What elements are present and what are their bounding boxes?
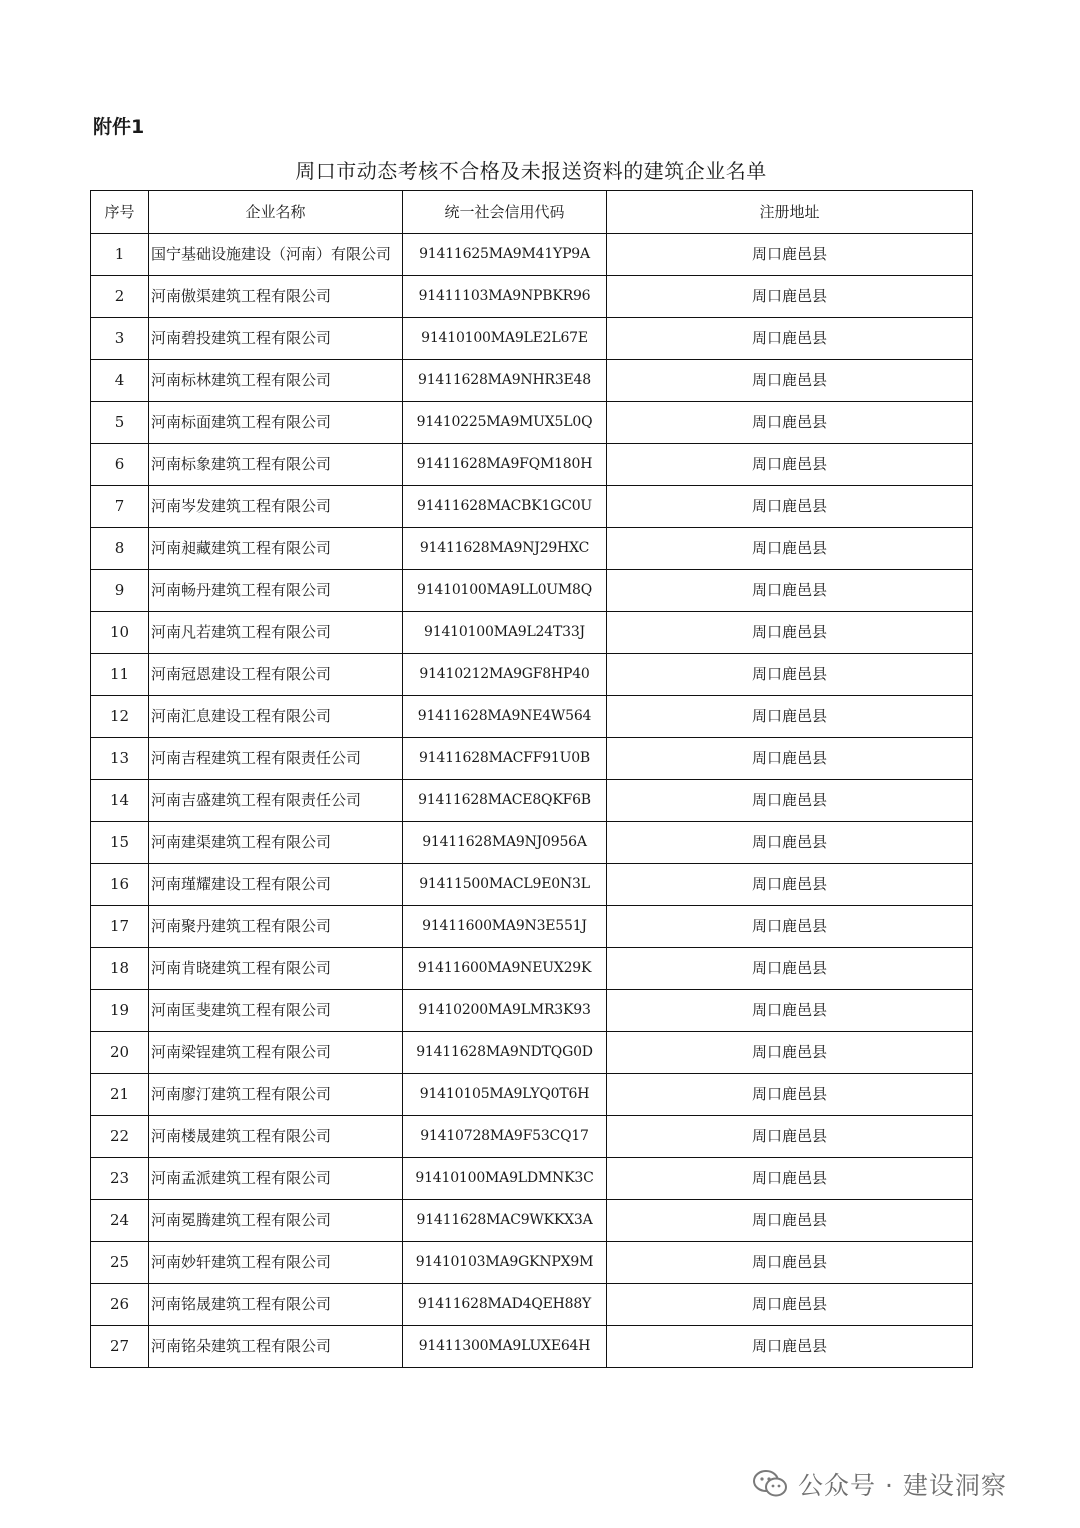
- row-company-name: 河南岑发建筑工程有限公司: [149, 486, 403, 528]
- row-credit-code: 91411600MA9N3E551J: [403, 906, 607, 948]
- row-index: 18: [91, 948, 149, 990]
- row-credit-code: 91411628MA9NDTQG0D: [403, 1032, 607, 1074]
- row-index: 2: [91, 276, 149, 318]
- row-index: 26: [91, 1284, 149, 1326]
- row-credit-code: 91411628MA9NJ29HXC: [403, 528, 607, 570]
- row-index: 21: [91, 1074, 149, 1116]
- row-credit-code: 91410100MA9LE2L67E: [403, 318, 607, 360]
- row-credit-code: 91410100MA9LDMNK3C: [403, 1158, 607, 1200]
- row-index: 11: [91, 654, 149, 696]
- row-address: 周口鹿邑县: [607, 738, 973, 780]
- header-company-name: 企业名称: [149, 191, 403, 234]
- table-row: [91, 1284, 973, 1326]
- row-company-name: 河南廖汀建筑工程有限公司: [149, 1074, 403, 1116]
- row-company-name: 河南标象建筑工程有限公司: [149, 444, 403, 486]
- row-company-name: 河南汇息建设工程有限公司: [149, 696, 403, 738]
- table-row: [91, 1116, 973, 1158]
- row-index: 7: [91, 486, 149, 528]
- row-company-name: 河南匡斐建筑工程有限公司: [149, 990, 403, 1032]
- table-row: [91, 360, 973, 402]
- row-index: 16: [91, 864, 149, 906]
- row-index: 23: [91, 1158, 149, 1200]
- table-row: [91, 276, 973, 318]
- row-index: 14: [91, 780, 149, 822]
- row-company-name: 河南瑾耀建设工程有限公司: [149, 864, 403, 906]
- row-company-name: 河南傲渠建筑工程有限公司: [149, 276, 403, 318]
- table-row: [91, 864, 973, 906]
- row-credit-code: 91410105MA9LYQ0T6H: [403, 1074, 607, 1116]
- row-credit-code: 91411628MA9NJ0956A: [403, 822, 607, 864]
- row-company-name: 河南碧投建筑工程有限公司: [149, 318, 403, 360]
- row-address: 周口鹿邑县: [607, 990, 973, 1032]
- table-row: [91, 654, 973, 696]
- row-credit-code: 91411628MACE8QKF6B: [403, 780, 607, 822]
- row-index: 24: [91, 1200, 149, 1242]
- row-address: 周口鹿邑县: [607, 528, 973, 570]
- row-company-name: 河南吉程建筑工程有限责任公司: [149, 738, 403, 780]
- row-address: 周口鹿邑县: [607, 654, 973, 696]
- table-row: [91, 486, 973, 528]
- row-index: 6: [91, 444, 149, 486]
- header-credit-code: 统一社会信用代码: [403, 191, 607, 234]
- row-credit-code: 91411628MACFF91U0B: [403, 738, 607, 780]
- row-company-name: 河南标面建筑工程有限公司: [149, 402, 403, 444]
- row-credit-code: 91410212MA9GF8HP40: [403, 654, 607, 696]
- table-row: [91, 444, 973, 486]
- row-credit-code: 91411628MACBK1GC0U: [403, 486, 607, 528]
- row-credit-code: 91411300MA9LUXE64H: [403, 1326, 607, 1368]
- table-header-row: [91, 191, 973, 234]
- row-credit-code: 91410728MA9F53CQ17: [403, 1116, 607, 1158]
- row-company-name: 河南吉盛建筑工程有限责任公司: [149, 780, 403, 822]
- row-index: 1: [91, 234, 149, 276]
- watermark-text: 公众号 · 建设洞察: [798, 1471, 1007, 1500]
- row-credit-code: 91411628MA9FQM180H: [403, 444, 607, 486]
- row-address: 周口鹿邑县: [607, 612, 973, 654]
- row-index: 9: [91, 570, 149, 612]
- row-index: 10: [91, 612, 149, 654]
- row-index: 27: [91, 1326, 149, 1368]
- row-company-name: 国宁基础设施建设（河南）有限公司: [149, 234, 403, 276]
- row-address: 周口鹿邑县: [607, 1200, 973, 1242]
- row-address: 周口鹿邑县: [607, 1032, 973, 1074]
- table-row: [91, 528, 973, 570]
- header-index: 序号: [91, 191, 149, 234]
- row-address: 周口鹿邑县: [607, 276, 973, 318]
- row-company-name: 河南建渠建筑工程有限公司: [149, 822, 403, 864]
- row-address: 周口鹿邑县: [607, 360, 973, 402]
- table-row: [91, 696, 973, 738]
- row-credit-code: 91411628MAD4QEH88Y: [403, 1284, 607, 1326]
- row-index: 19: [91, 990, 149, 1032]
- row-address: 周口鹿邑县: [607, 486, 973, 528]
- row-address: 周口鹿邑县: [607, 570, 973, 612]
- row-credit-code: 91410200MA9LMR3K93: [403, 990, 607, 1032]
- row-index: 17: [91, 906, 149, 948]
- row-credit-code: 91410225MA9MUX5L0Q: [403, 402, 607, 444]
- row-address: 周口鹿邑县: [607, 1074, 973, 1116]
- row-address: 周口鹿邑县: [607, 1116, 973, 1158]
- document-title: 周口市动态考核不合格及未报送资料的建筑企业名单: [295, 159, 767, 183]
- table-row: [91, 906, 973, 948]
- row-address: 周口鹿邑县: [607, 1284, 973, 1326]
- row-credit-code: 91410100MA9LL0UM8Q: [403, 570, 607, 612]
- wechat-icon: [752, 1469, 788, 1499]
- table-row: [91, 402, 973, 444]
- row-company-name: 河南梁锃建筑工程有限公司: [149, 1032, 403, 1074]
- header-address: 注册地址: [607, 191, 973, 234]
- row-company-name: 河南昶藏建筑工程有限公司: [149, 528, 403, 570]
- row-address: 周口鹿邑县: [607, 1242, 973, 1284]
- row-address: 周口鹿邑县: [607, 234, 973, 276]
- row-index: 4: [91, 360, 149, 402]
- row-index: 8: [91, 528, 149, 570]
- row-company-name: 河南楼晟建筑工程有限公司: [149, 1116, 403, 1158]
- row-credit-code: 91411628MA9NHR3E48: [403, 360, 607, 402]
- row-index: 3: [91, 318, 149, 360]
- table-row: [91, 1242, 973, 1284]
- row-address: 周口鹿邑县: [607, 780, 973, 822]
- attachment-label: 附件1: [93, 116, 145, 138]
- row-index: 13: [91, 738, 149, 780]
- row-address: 周口鹿邑县: [607, 318, 973, 360]
- row-index: 22: [91, 1116, 149, 1158]
- row-company-name: 河南冠恩建设工程有限公司: [149, 654, 403, 696]
- row-address: 周口鹿邑县: [607, 822, 973, 864]
- watermark: [752, 1466, 1007, 1502]
- row-address: 周口鹿邑县: [607, 444, 973, 486]
- row-index: 15: [91, 822, 149, 864]
- table-row: [91, 822, 973, 864]
- table-row: [91, 1158, 973, 1200]
- row-address: 周口鹿邑县: [607, 696, 973, 738]
- table-row: [91, 738, 973, 780]
- row-company-name: 河南冕腾建筑工程有限公司: [149, 1200, 403, 1242]
- table-row: [91, 1074, 973, 1116]
- row-company-name: 河南肯晓建筑工程有限公司: [149, 948, 403, 990]
- row-company-name: 河南凡若建筑工程有限公司: [149, 612, 403, 654]
- table-row: [91, 948, 973, 990]
- row-index: 20: [91, 1032, 149, 1074]
- row-address: 周口鹿邑县: [607, 1326, 973, 1368]
- row-index: 12: [91, 696, 149, 738]
- row-address: 周口鹿邑县: [607, 864, 973, 906]
- row-credit-code: 91411500MACL9E0N3L: [403, 864, 607, 906]
- row-company-name: 河南铭朵建筑工程有限公司: [149, 1326, 403, 1368]
- company-table: [90, 190, 973, 1368]
- table-row: [91, 234, 973, 276]
- table-row: [91, 990, 973, 1032]
- table-row: [91, 1326, 973, 1368]
- row-credit-code: 91411103MA9NPBKR96: [403, 276, 607, 318]
- table-row: [91, 570, 973, 612]
- table-row: [91, 1200, 973, 1242]
- row-address: 周口鹿邑县: [607, 906, 973, 948]
- row-company-name: 河南畅丹建筑工程有限公司: [149, 570, 403, 612]
- row-address: 周口鹿邑县: [607, 948, 973, 990]
- row-company-name: 河南妙轩建筑工程有限公司: [149, 1242, 403, 1284]
- table-body: [91, 234, 973, 1368]
- row-address: 周口鹿邑县: [607, 402, 973, 444]
- row-company-name: 河南标林建筑工程有限公司: [149, 360, 403, 402]
- table-row: [91, 780, 973, 822]
- row-index: 25: [91, 1242, 149, 1284]
- row-credit-code: 91411600MA9NEUX29K: [403, 948, 607, 990]
- row-address: 周口鹿邑县: [607, 1158, 973, 1200]
- row-credit-code: 91411628MA9NE4W564: [403, 696, 607, 738]
- table-row: [91, 318, 973, 360]
- table-row: [91, 612, 973, 654]
- table-row: [91, 1032, 973, 1074]
- row-company-name: 河南聚丹建筑工程有限公司: [149, 906, 403, 948]
- row-company-name: 河南铭晟建筑工程有限公司: [149, 1284, 403, 1326]
- row-credit-code: 91410103MA9GKNPX9M: [403, 1242, 607, 1284]
- row-company-name: 河南孟派建筑工程有限公司: [149, 1158, 403, 1200]
- row-credit-code: 91411628MAC9WKKX3A: [403, 1200, 607, 1242]
- row-index: 5: [91, 402, 149, 444]
- row-credit-code: 91410100MA9L24T33J: [403, 612, 607, 654]
- row-credit-code: 91411625MA9M41YP9A: [403, 234, 607, 276]
